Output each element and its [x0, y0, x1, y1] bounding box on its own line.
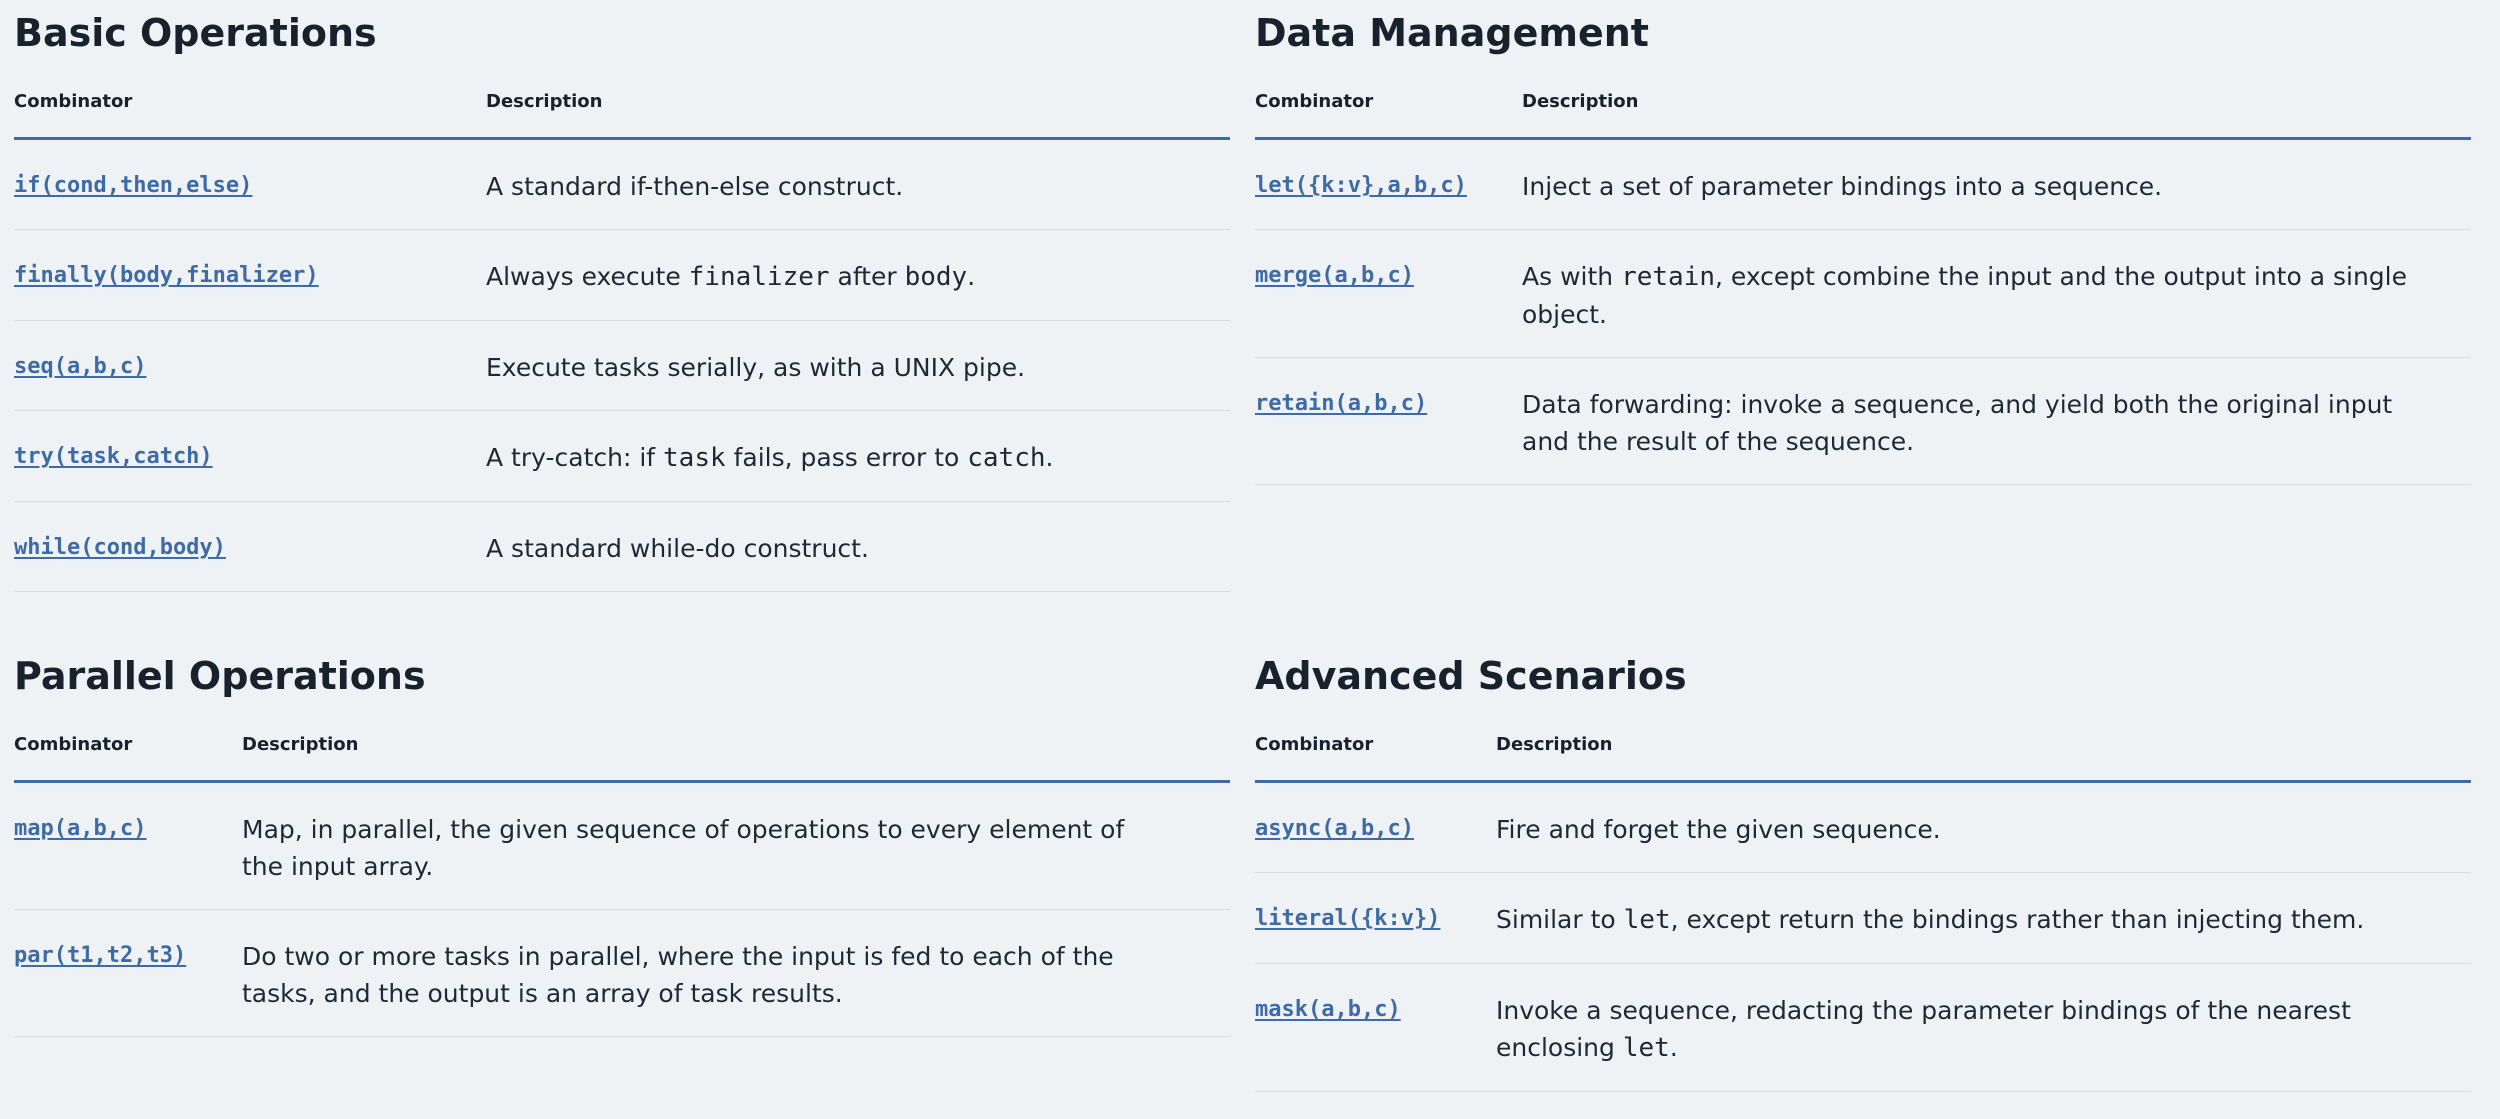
row-description: Fire and forget the given sequence.: [1496, 815, 1941, 844]
combinator-link-if[interactable]: if(cond,then,else): [14, 173, 253, 198]
basic-operations-section: [14, 8, 1230, 592]
combinator-column-header: Combinator: [14, 734, 133, 755]
row-description: Similar to let, except return the bindings rather than injecting them.: [1496, 905, 2365, 935]
advanced-scenarios-section: [1255, 651, 2471, 1092]
row-description: As with retain, except combine the input and the output into a single object.: [1522, 262, 2408, 329]
section-title: Data Management: [1255, 11, 1649, 55]
table-row: [14, 910, 1230, 1037]
row-description: Map, in parallel, the given sequence of operations to every element of the input array.: [242, 815, 1125, 881]
table-row: [14, 502, 1230, 592]
table-row: [1255, 140, 2471, 230]
inline-code: catch: [967, 443, 1046, 473]
row-description: Do two or more tasks in parallel, where the input is fed to each of the tasks, and the output is an array of task results.: [242, 942, 1114, 1008]
inline-code: body: [904, 262, 968, 292]
combinator-link-par[interactable]: par(t1,t2,t3): [14, 943, 187, 968]
combinator-link-try[interactable]: try(task,catch): [14, 444, 213, 469]
combinator-link-seq[interactable]: seq(a,b,c): [14, 354, 147, 379]
combinator-column-header: Combinator: [1255, 91, 1374, 112]
section-title: Advanced Scenarios: [1255, 654, 1687, 698]
inline-code: finalizer: [688, 262, 830, 292]
table-row: [1255, 358, 2471, 485]
inline-code: let: [1623, 905, 1671, 935]
combinator-link-while[interactable]: while(cond,body): [14, 535, 226, 560]
row-description: Inject a set of parameter bindings into a sequence.: [1522, 172, 2163, 201]
combinator-link-map[interactable]: map(a,b,c): [14, 816, 147, 841]
data-management-section: [1255, 8, 2471, 485]
combinator-link-let[interactable]: let({k:v},a,b,c): [1255, 173, 1467, 198]
combinator-link-finally[interactable]: finally(body,finalizer): [14, 263, 319, 288]
inline-code: retain: [1621, 262, 1715, 292]
table-row: [14, 321, 1230, 411]
row-description: A standard while-do construct.: [486, 534, 869, 563]
combinator-column-header: Combinator: [1255, 734, 1374, 755]
table-row: [14, 140, 1230, 230]
section-title: Basic Operations: [14, 11, 377, 55]
row-description: Data forwarding: invoke a sequence, and yield both the original input and the result of the sequence.: [1522, 390, 2393, 456]
inline-code: let: [1622, 1033, 1670, 1063]
description-column-header: Description: [1522, 91, 1639, 112]
description-column-header: Description: [486, 91, 603, 112]
combinator-column-header: Combinator: [14, 91, 133, 112]
row-description: Always execute finalizer after body.: [486, 262, 976, 292]
table-header: [14, 701, 1230, 783]
table-row: [1255, 873, 2471, 964]
section-title: Parallel Operations: [14, 654, 426, 698]
table-header: [1255, 58, 2471, 140]
description-column-header: Description: [242, 734, 359, 755]
parallel-operations-section: [14, 651, 1230, 1037]
row-description: A standard if-then-else construct.: [486, 172, 904, 201]
combinator-link-retain[interactable]: retain(a,b,c): [1255, 391, 1428, 416]
table-header: [14, 58, 1230, 140]
table-row: [14, 230, 1230, 321]
combinator-link-async[interactable]: async(a,b,c): [1255, 816, 1414, 841]
table-row: [1255, 783, 2471, 873]
table-row: [14, 783, 1230, 910]
table-row: [14, 411, 1230, 502]
combinator-link-mask[interactable]: mask(a,b,c): [1255, 997, 1401, 1022]
combinator-link-literal[interactable]: literal({k:v}): [1255, 906, 1441, 931]
row-description: A try-catch: if task fails, pass error to catch.: [486, 443, 1054, 473]
inline-code: task: [663, 443, 726, 473]
combinator-link-merge[interactable]: merge(a,b,c): [1255, 263, 1414, 288]
description-column-header: Description: [1496, 734, 1613, 755]
table-header: [1255, 701, 2471, 783]
table-row: [1255, 964, 2471, 1092]
row-description: Execute tasks serially, as with a UNIX pipe.: [486, 353, 1026, 382]
row-description: Invoke a sequence, redacting the parameter bindings of the nearest enclosing let.: [1496, 996, 2351, 1063]
table-row: [1255, 230, 2471, 358]
